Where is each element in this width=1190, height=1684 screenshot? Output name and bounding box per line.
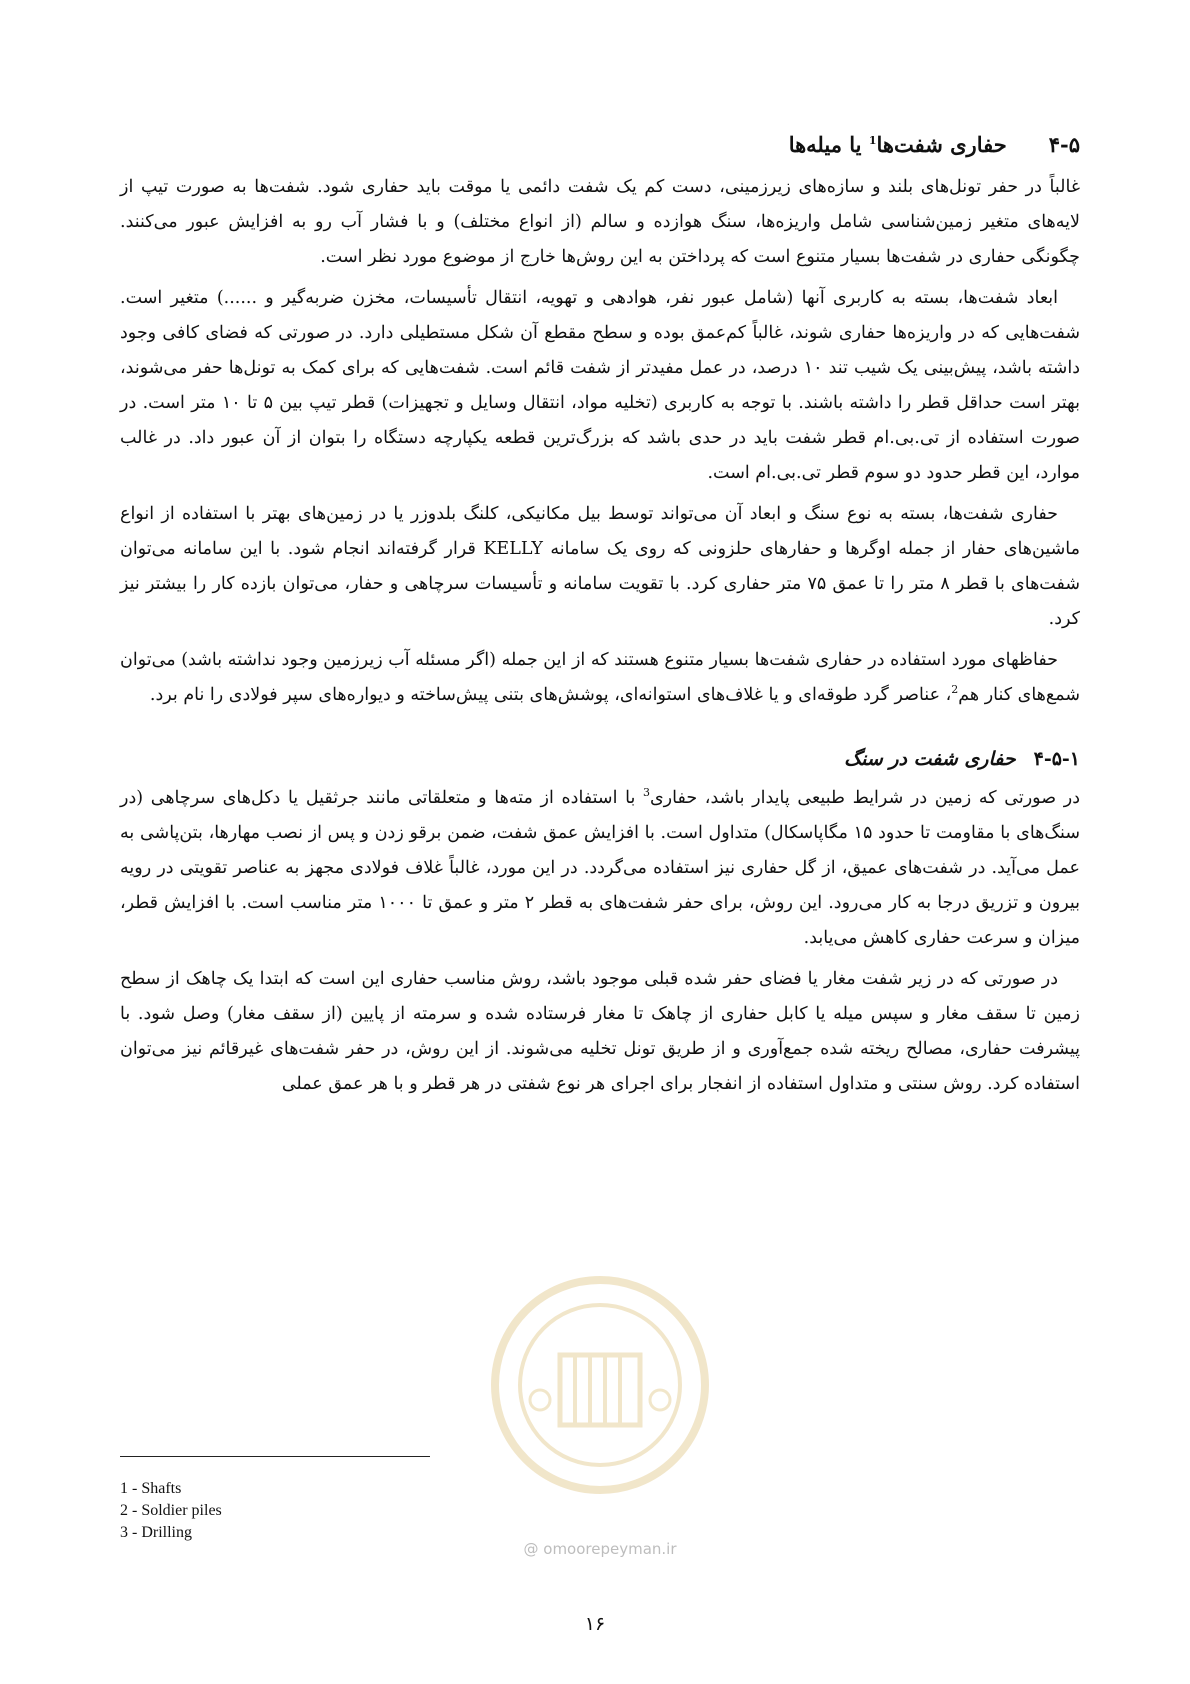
page-number: ۱۶ bbox=[584, 1613, 606, 1635]
subsection-title: حفاری شفت در سنگ bbox=[844, 748, 1016, 770]
watermark-logo-icon bbox=[480, 1250, 720, 1520]
section-title-rest: یا میله‌ها bbox=[788, 132, 869, 157]
paragraph-1: غالباً در حفر تونل‌های بلند و سازه‌های زیرزمینی، دست کم یک شفت دائمی یا موقت باید حفاری شود. شفت‌ها به صورت تیپ از لایه‌های متغیر زمین‌شناسی شامل واریزه‌ها، سنگ هوازده و سالم (از انواع مختلف) و با فشار آب رو به افزایش عبور می‌کنند. چگونگی حفاری در شفت‌ها بسیار متنوع است که پرداختن به این روش‌ها خارج از موضوع مورد نظر است. bbox=[120, 177, 1080, 267]
paragraph-6: در صورتی که در زیر شفت مغار یا فضای حفر شده قبلی موجود باشد، روش مناسب حفاری این است که ابتدا یک چاهک از سطح زمین تا سقف مغار و سپس میله یا کابل حفاری از چاهک تا مغار فرستاده شده و سرمته از پایین (از سقف مغار) وصل شود. با پیشرفت حفاری، مصالح ریخته شده جمع‌آوری و از طریق تونل تخلیه می‌شوند. از این روش، در حفر شفت‌های غیرقائم نیز می‌توان استفاده کرد. روش سنتی و متداول استفاده از انفجار برای اجرای هر نوع شفتی در هر قطر و با هر عمق عملی bbox=[120, 969, 1080, 1094]
section-title: حفاری شفت‌ها bbox=[876, 132, 1007, 157]
paragraph-2: ابعاد شفت‌ها، بسته به کاربری آنها (شامل عبور نفر، هوادهی و تهویه، انتقال تأسیسات، مخزن ضربه‌گیر و ......) متغیر است. شفت‌هایی که در واریزه‌ها حفاری شوند، غالباً کم‌عمق بوده و سطح مقطع آن شکل مستطیلی دارد. در صورتی که فضای کافی وجود داشته باشد، پیش‌بینی یک شیب تند ۱۰ درصد، در عمل مفیدتر از شفت قائم است. شفت‌هایی که برای کمک به تونل‌ها حفر می‌شوند، بهتر است حداقل قطر را داشته باشند. با توجه به کاربری (تخلیه مواد، انتقال وسایل و تجهیزات) قطر تیپ بین ۵ تا ۱۰ متر است. در صورت استفاده از تی.بی.ام قطر شفت باید در حدی باشد که بزرگ‌ترین قطعه یکپارچه دستگاه را بتوان از آن عبور داد. در غالب موارد، این قطر حدود دو سوم قطر تی.بی.ام است. bbox=[120, 288, 1080, 483]
footnote-rule bbox=[120, 1456, 430, 1457]
paragraph-5-text: در صورتی که زمین در شرایط طبیعی پایدار باشد، حفاری bbox=[649, 788, 1080, 808]
watermark-site: @ omoorepeyman.ir bbox=[523, 1540, 677, 1558]
paragraph-5 bbox=[120, 781, 1080, 956]
footnotes bbox=[120, 1478, 222, 1544]
footnote-ref-2: 2 bbox=[951, 683, 959, 697]
paragraph-4-text: حفاظهای مورد استفاده در حفاری شفت‌ها بسیار متنوع هستند که از این جمله (اگر مسئله آب زیرزمین وجود نداشته باشد) می‌توان شمع‌های کنار هم bbox=[120, 650, 1080, 705]
page-content bbox=[120, 128, 1080, 1108]
footnote-ref-1: 1 bbox=[868, 134, 877, 147]
section-number: ۴-۵ bbox=[1048, 132, 1080, 157]
paragraph-5-text-rest: با استفاده از مته‌ها و متعلقاتی مانند جرثقیل یا دکل‌های سرچاهی (در سنگ‌های با مقاومت تا حدود ۱۵ مگاپاسکال) متداول است. با افزایش عمق شفت، ضمن برقو زدن و پس از نصب مهارها، بتن‌پاشی به عمل می‌آید. در شفت‌های عمیق، از گل حفاری نیز استفاده می‌گردد. در این مورد، غالباً غلاف فولادی مجهز به عناصر تقویتی در رویه بیرون و تزریق درجا به کار می‌رود. این روش، برای حفر شفت‌های به قطر ۲ متر و عمق تا ۱۰۰۰ متر مناسب است. با افزایش قطر، میزان و سرعت حفاری کاهش می‌یابد. bbox=[120, 788, 1081, 948]
subsection-number: ۴-۵-۱ bbox=[1033, 748, 1080, 770]
footnote-2: 2 - Soldier piles bbox=[120, 1502, 222, 1519]
paragraph-4 bbox=[120, 643, 1080, 713]
footnote-ref-3: 3 bbox=[642, 786, 650, 800]
footnote-3: 3 - Drilling bbox=[120, 1524, 192, 1541]
watermark-site-text: omoorepeyman.ir bbox=[543, 1540, 677, 1558]
subsection-heading bbox=[120, 743, 1080, 775]
paragraph-3: حفاری شفت‌ها، بسته به نوع سنگ و ابعاد آن می‌تواند توسط بیل مکانیکی، کلنگ بلدوزر یا در زمین‌های بهتر با استفاده از انواع ماشین‌های حفار از جمله اوگرها و حفارهای حلزونی که روی یک سامانه KELLY قرار گرفته‌اند انجام شود. با این سامانه می‌توان شفت‌های با قطر ۸ متر را تا عمق ۷۵ متر حفاری کرد. با تقویت سامانه و تأسیسات سرچاهی و حفار، می‌توان بازده کار را بیشتر نیز کرد. bbox=[120, 504, 1081, 629]
footnote-1: 1 - Shafts bbox=[120, 1480, 182, 1497]
paragraph-4-text-rest: ، عناصر گرد طوقه‌ای و یا غلاف‌های استوانه‌ای، پوشش‌های بتنی پیش‌ساخته و دیواره‌های سپر فولادی را نام برد. bbox=[149, 685, 952, 705]
section-heading bbox=[120, 128, 1080, 162]
